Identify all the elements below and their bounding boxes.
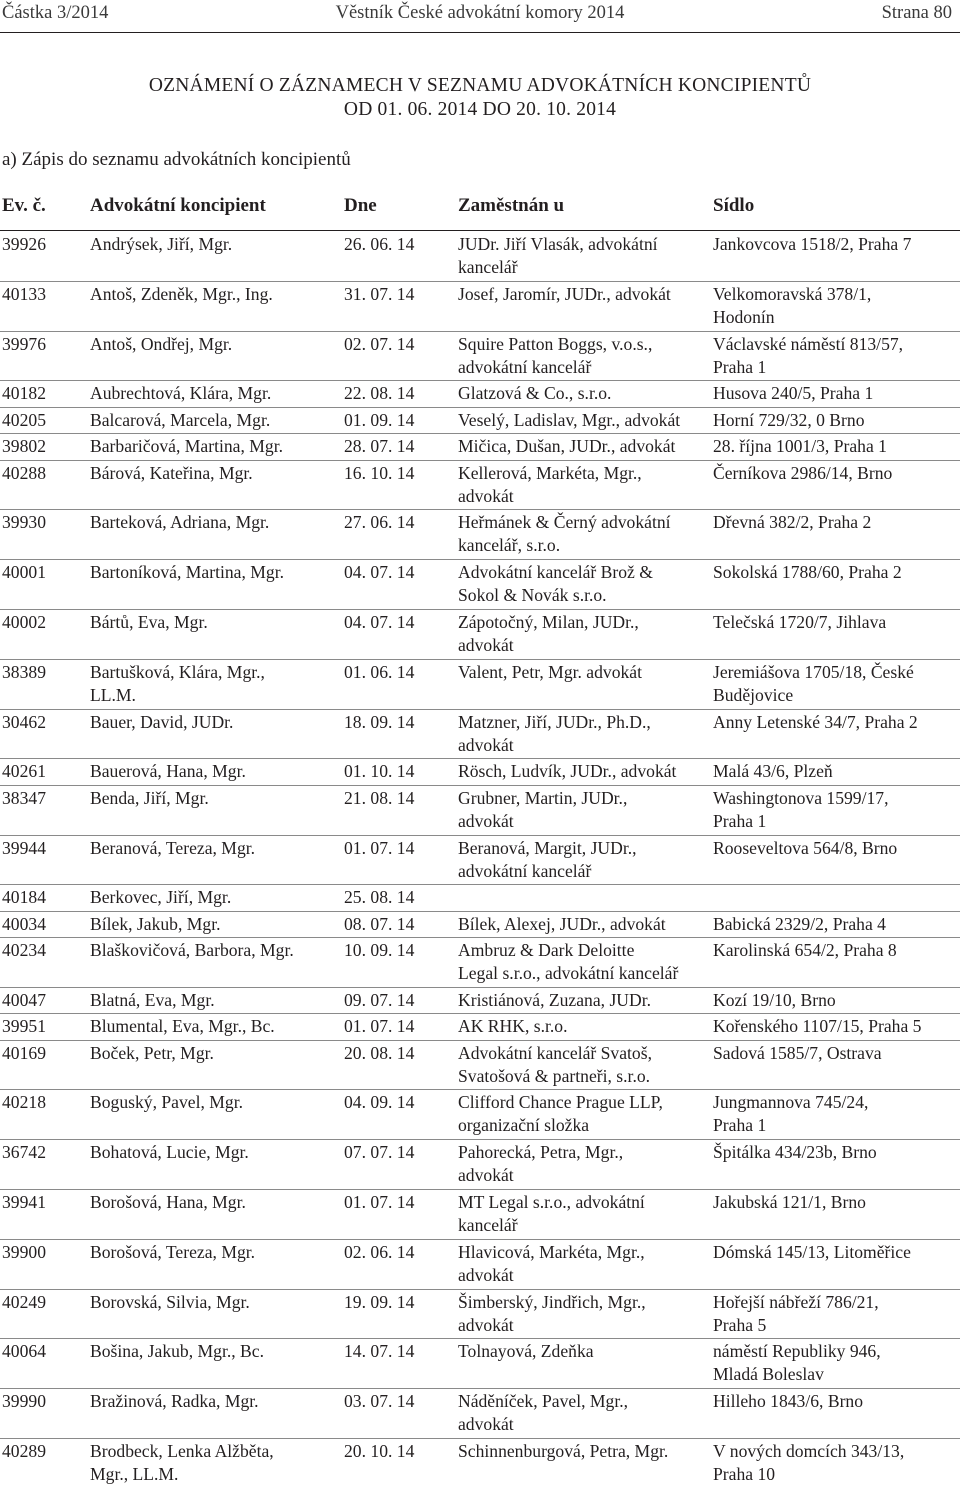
seat: Anny Letenské 34/7, Praha 2 (713, 711, 918, 732)
announcement-date-range: OD 01. 06. 2014 DO 20. 10. 2014 (343, 99, 617, 120)
koncipient-name: Bošina, Jakub, Mgr., Bc. (90, 1341, 264, 1362)
page-header (0, 3, 960, 29)
seat: Kořenského 1107/15, Praha 5 (713, 1016, 922, 1037)
employer: Advokátní kancelář Svatoš, Svatošová & partneři, s.r.o. (458, 1042, 652, 1086)
seat: náměstí Republiky 946, Mladá Boleslav (713, 1341, 881, 1385)
date: 27. 06. 14 (344, 512, 415, 533)
koncipient-name: Bílek, Jakub, Mgr. (90, 913, 221, 934)
koncipient-name: Bartušková, Klára, Mgr., LL.M. (90, 661, 265, 705)
table-row (0, 1339, 960, 1389)
table-row (0, 381, 960, 407)
date: 19. 09. 14 (344, 1291, 415, 1312)
table-row (0, 1439, 960, 1488)
koncipient-name: Bohatová, Lucie, Mgr. (90, 1142, 249, 1163)
ev-number: 40034 (2, 913, 46, 934)
date: 16. 10. 14 (344, 462, 415, 483)
date: 02. 06. 14 (344, 1241, 415, 1262)
ev-number: 39944 (2, 837, 46, 858)
date: 10. 09. 14 (344, 940, 415, 961)
date: 09. 07. 14 (344, 989, 415, 1010)
ev-number: 40261 (2, 761, 46, 782)
ev-number: 30462 (2, 711, 46, 732)
seat: Malá 43/6, Plzeň (713, 761, 833, 782)
table-row (0, 912, 960, 938)
koncipient-name: Boček, Petr, Mgr. (90, 1042, 214, 1063)
seat: 28. října 1001/3, Praha 1 (713, 436, 887, 457)
ev-number: 38389 (2, 661, 46, 682)
table-row (0, 786, 960, 836)
koncipient-name: Bartoníková, Martina, Mgr. (90, 562, 284, 583)
table-row (0, 1041, 960, 1091)
koncipient-name: Borovská, Silvia, Mgr. (90, 1291, 250, 1312)
koncipient-name: Barbaričová, Martina, Mgr. (90, 436, 283, 457)
table-row (0, 885, 960, 911)
date: 01. 10. 14 (344, 761, 415, 782)
table-row (0, 938, 960, 988)
table-row (0, 510, 960, 560)
seat: Hilleho 1843/6, Brno (713, 1391, 864, 1412)
seat: Rooseveltova 564/8, Brno (713, 837, 898, 858)
table-row (0, 560, 960, 610)
date: 31. 07. 14 (344, 283, 415, 304)
date: 28. 07. 14 (344, 436, 415, 457)
date: 08. 07. 14 (344, 913, 415, 934)
table-row (0, 660, 960, 710)
date: 01. 07. 14 (344, 1192, 415, 1213)
employer: Advokátní kancelář Brož & Sokol & Novák s.r.o. (458, 562, 653, 606)
table-row (0, 1014, 960, 1040)
ev-number: 40001 (2, 562, 46, 583)
date: 25. 08. 14 (344, 887, 415, 908)
table-row (0, 710, 960, 760)
koncipient-name: Aubrechtová, Klára, Mgr. (90, 383, 272, 404)
seat: Kozí 19/10, Brno (713, 989, 836, 1010)
employer: Tolnayová, Zdeňka (458, 1341, 594, 1362)
employer: JUDr. Jiří Vlasák, advokátní kancelář (458, 234, 658, 277)
ev-number: 39941 (2, 1192, 46, 1213)
table-row (0, 988, 960, 1014)
employer: Squire Patton Boggs, v.o.s., advokátní kancelář (458, 333, 653, 377)
seat: Husova 240/5, Praha 1 (713, 383, 874, 404)
seat: Hořejší nábřeží 786/21, Praha 5 (713, 1291, 879, 1335)
date: 02. 07. 14 (344, 333, 415, 354)
employer: Heřmánek & Černý advokátní kancelář, s.r.o. (458, 512, 671, 556)
employer: Glatzová & Co., s.r.o. (458, 383, 612, 404)
ev-number: 40169 (2, 1042, 46, 1063)
table-row (0, 1240, 960, 1290)
date: 01. 06. 14 (344, 661, 415, 682)
seat: Karolinská 654/2, Praha 8 (713, 940, 897, 961)
koncipient-name: Brodbeck, Lenka Alžběta, Mgr., LL.M. (90, 1441, 274, 1485)
ev-number: 40133 (2, 283, 46, 304)
employer: Rösch, Ludvík, JUDr., advokát (458, 761, 677, 782)
ev-number: 39976 (2, 333, 46, 354)
date: 20. 08. 14 (344, 1042, 415, 1063)
column-header-zamestnan: Zaměstnán u (458, 195, 565, 216)
table-row (0, 232, 960, 282)
seat: Černíkova 2986/14, Brno (713, 462, 893, 483)
column-header-ev-c: Ev. č. (2, 195, 46, 216)
date: 01. 07. 14 (344, 1016, 415, 1037)
ev-number: 39802 (2, 436, 46, 457)
section-subtitle: a) Zápis do seznamu advokátních koncipientů (2, 149, 351, 170)
employer: Josef, Jaromír, JUDr., advokát (458, 283, 671, 304)
table-row (0, 1290, 960, 1340)
koncipient-name: Bártů, Eva, Mgr. (90, 611, 208, 632)
ev-number: 40288 (2, 462, 46, 483)
seat: Jankovcova 1518/2, Praha 7 (713, 234, 912, 254)
date: 04. 07. 14 (344, 562, 415, 583)
employer: Kellerová, Markéta, Mgr., advokát (458, 462, 642, 506)
koncipient-name: Andrýsek, Jiří, Mgr. (90, 234, 233, 254)
employer: Ambruz & Dark Deloitte Legal s.r.o., advokátní kancelář (458, 940, 679, 984)
employer: Pahorecká, Petra, Mgr., advokát (458, 1142, 624, 1186)
table-header-divider (0, 230, 960, 231)
seat: Sokolská 1788/60, Praha 2 (713, 562, 902, 583)
column-header-sidlo: Sídlo (713, 195, 755, 216)
table-row (0, 610, 960, 660)
seat: Babická 2329/2, Praha 4 (713, 913, 886, 934)
table-row (0, 461, 960, 511)
date: 01. 07. 14 (344, 837, 415, 858)
ev-number: 40184 (2, 887, 46, 908)
column-header-koncipient: Advokátní koncipient (90, 195, 266, 216)
table-row (0, 1389, 960, 1439)
ev-number: 39900 (2, 1241, 46, 1262)
koncipient-name: Barteková, Adriana, Mgr. (90, 512, 270, 533)
header-divider (0, 32, 960, 33)
koncipient-name: Berkovec, Jiří, Mgr. (90, 887, 232, 908)
employer: Beranová, Margit, JUDr., advokátní kancelář (458, 837, 637, 881)
ev-number: 40182 (2, 383, 46, 404)
table-body (0, 232, 960, 1488)
employer: Kristiánová, Zuzana, JUDr. (458, 989, 651, 1010)
table-row (0, 408, 960, 434)
employer: Clifford Chance Prague LLP, organizační složka (458, 1092, 663, 1136)
koncipient-name: Benda, Jiří, Mgr. (90, 787, 209, 808)
seat: V nových domcích 343/13, Praha 10 (713, 1441, 905, 1485)
journal-title: Věstník České advokátní komory 2014 (335, 3, 625, 23)
koncipient-name: Borošová, Hana, Mgr. (90, 1192, 246, 1213)
koncipient-name: Borošová, Tereza, Mgr. (90, 1241, 256, 1262)
ev-number: 39990 (2, 1391, 46, 1412)
koncipient-name: Boguský, Pavel, Mgr. (90, 1092, 243, 1113)
employer: Náděníček, Pavel, Mgr., advokát (458, 1391, 629, 1435)
ev-number: 38347 (2, 787, 46, 808)
seat: Horní 729/32, 0 Brno (713, 409, 865, 430)
date: 18. 09. 14 (344, 711, 415, 732)
koncipient-name: Balcarová, Marcela, Mgr. (90, 409, 271, 430)
koncipient-name: Bárová, Kateřina, Mgr. (90, 462, 253, 483)
employer: Mičica, Dušan, JUDr., advokát (458, 436, 676, 457)
koncipient-name: Bauerová, Hana, Mgr. (90, 761, 246, 782)
seat: Washingtonova 1599/17, Praha 1 (713, 787, 889, 831)
ev-number: 39951 (2, 1016, 46, 1037)
ev-number: 40047 (2, 989, 46, 1010)
table-row (0, 1140, 960, 1190)
seat: Telečská 1720/7, Jihlava (713, 611, 887, 632)
employer: Zápotočný, Milan, JUDr., advokát (458, 611, 639, 655)
seat: Dómská 145/13, Litoměřice (713, 1241, 911, 1262)
table-row (0, 282, 960, 332)
seat: Dřevná 382/2, Praha 2 (713, 512, 872, 533)
employer: Šimberský, Jindřich, Mgr., advokát (458, 1291, 646, 1335)
koncipient-name: Blaškovičová, Barbora, Mgr. (90, 940, 294, 961)
date: 21. 08. 14 (344, 787, 415, 808)
ev-number: 36742 (2, 1142, 46, 1163)
seat: Špitálka 434/23b, Brno (713, 1142, 877, 1163)
seat: Velkomoravská 378/1, Hodonín (713, 283, 872, 327)
ev-number: 40249 (2, 1291, 46, 1312)
date: 26. 06. 14 (344, 234, 415, 254)
employer: Matzner, Jiří, JUDr., Ph.D., advokát (458, 711, 651, 755)
table-row (0, 836, 960, 886)
seat: Jungmannova 745/24, Praha 1 (713, 1092, 869, 1136)
koncipient-name: Blatná, Eva, Mgr. (90, 989, 215, 1010)
employer: Bílek, Alexej, JUDr., advokát (458, 913, 666, 934)
seat: Václavské náměstí 813/57, Praha 1 (713, 333, 904, 377)
date: 22. 08. 14 (344, 383, 415, 404)
page-number: Strana 80 (881, 3, 952, 23)
employer: Hlavicová, Markéta, Mgr., advokát (458, 1241, 645, 1285)
ev-number: 39930 (2, 512, 46, 533)
employer: Schinnenburgová, Petra, Mgr. (458, 1441, 669, 1462)
ev-number: 40289 (2, 1441, 46, 1462)
seat: Jakubská 121/1, Brno (713, 1192, 866, 1213)
employer: AK RHK, s.r.o. (458, 1016, 568, 1037)
date: 07. 07. 14 (344, 1142, 415, 1163)
date: 14. 07. 14 (344, 1341, 415, 1362)
issue-number: Částka 3/2014 (2, 3, 109, 23)
table-row (0, 434, 960, 460)
date: 20. 10. 14 (344, 1441, 415, 1462)
date: 01. 09. 14 (344, 409, 415, 430)
koncipient-name: Bražinová, Radka, Mgr. (90, 1391, 259, 1412)
koncipient-name: Blumental, Eva, Mgr., Bc. (90, 1016, 275, 1037)
table-row (0, 1190, 960, 1240)
koncipient-name: Beranová, Tereza, Mgr. (90, 837, 256, 858)
employer: Veselý, Ladislav, Mgr., advokát (458, 409, 681, 430)
table-row (0, 332, 960, 382)
employer: Valent, Petr, Mgr. advokát (458, 661, 642, 682)
employer: Grubner, Martin, JUDr., advokát (458, 787, 628, 831)
column-header-dne: Dne (344, 195, 377, 216)
seat: Jeremiášova 1705/18, České Budějovice (713, 661, 914, 705)
employer: MT Legal s.r.o., advokátní kancelář (458, 1192, 645, 1236)
ev-number: 40002 (2, 611, 46, 632)
date: 04. 07. 14 (344, 611, 415, 632)
table-row (0, 1090, 960, 1140)
announcement-title: OZNÁMENÍ O ZÁZNAMECH V SEZNAMU ADVOKÁTNÍCH KONCIPIENTŮ (148, 75, 812, 96)
ev-number: 40234 (2, 940, 46, 961)
ev-number: 40218 (2, 1092, 46, 1113)
koncipient-name: Antoš, Ondřej, Mgr. (90, 333, 233, 354)
ev-number: 40064 (2, 1341, 46, 1362)
table-row (0, 759, 960, 785)
seat: Sadová 1585/7, Ostrava (713, 1042, 882, 1063)
date: 04. 09. 14 (344, 1092, 415, 1113)
date: 03. 07. 14 (344, 1391, 415, 1412)
ev-number: 40205 (2, 409, 46, 430)
koncipient-name: Bauer, David, JUDr. (90, 711, 234, 732)
ev-number: 39926 (2, 234, 46, 254)
koncipient-name: Antoš, Zdeněk, Mgr., Ing. (90, 283, 273, 304)
